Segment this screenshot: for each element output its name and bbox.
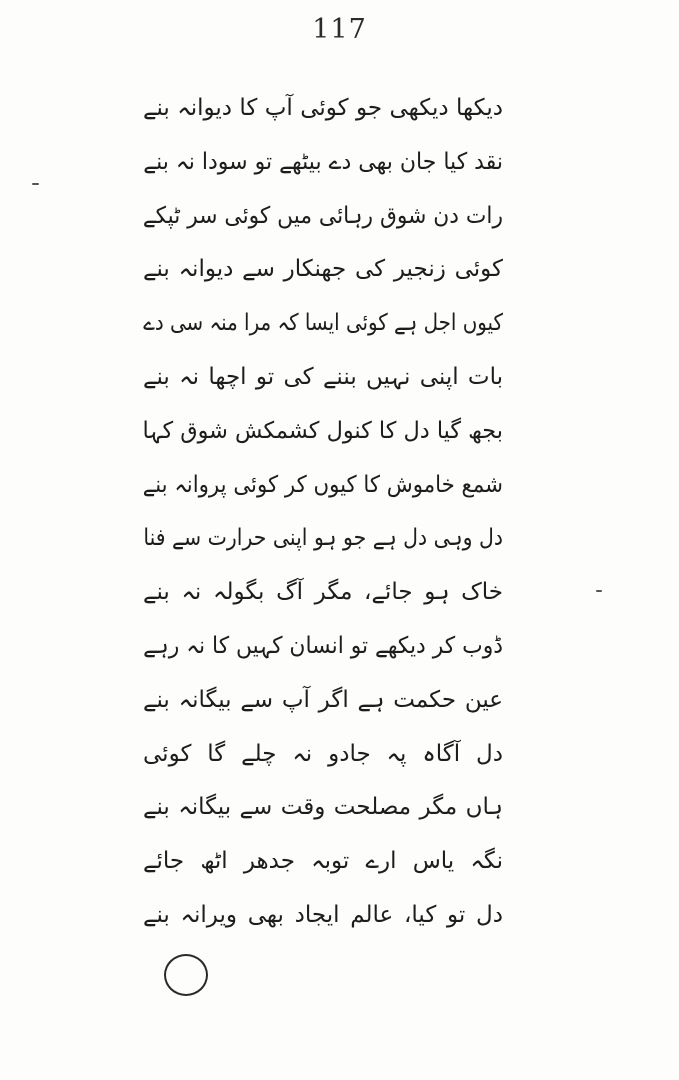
verse-line: ڈوب کر دیکھے تو انسان کہیں کا نہ رہے (143, 632, 503, 659)
poem-text (143, 82, 503, 943)
verse-line: دل آگاہ پہ جادو نہ چلے گا کوئی (143, 740, 503, 767)
verse-line: دیکھا دیکھی جو کوئی آپ کا دیوانہ بنے (143, 95, 503, 121)
verse-line: ہاں مگر مصلحت وقت سے بیگانہ بنے (143, 794, 503, 821)
ink-speck (596, 590, 602, 592)
verse-line: شمع خاموش کا کیوں کر کوئی پروانہ بنے (142, 471, 503, 498)
verse-line: بجھ گیا دل کا کنول کشمکش شوق کہا (142, 417, 503, 444)
verse-line: عین حکمت ہے اگر آپ سے بیگانہ بنے (143, 686, 503, 713)
ink-speck (32, 183, 39, 185)
end-circle-mark (164, 954, 208, 996)
verse-line: خاک ہو جائے، مگر آگ بگولہ نہ بنے (143, 579, 503, 606)
verse-line: بات اپنی نہیں بننے کی تو اچھا نہ بنے (143, 363, 503, 390)
verse-line: دل وہی دل ہے جو ہو اپنی حرارت سے فنا (143, 525, 503, 552)
verse-line: کوئی زنجیر کی جھنکار سے دیوانہ بنے (143, 256, 503, 283)
verse-line: دل تو کیا، عالم ایجاد بھی ویرانہ بنے (143, 901, 503, 928)
verse-line: کیوں اجل ہے کوئی ایسا کہ مرا منہ سی دے (143, 310, 504, 337)
verse-line: نقد کیا جان بھی دے بیٹھے تو سودا نہ بنے (143, 148, 504, 175)
verse-line: نگہ یاس ارے توبہ جدھر اٹھ جائے (143, 848, 503, 875)
verse-line: رات دن شوق رہائی میں کوئی سر ٹپکے (142, 202, 503, 229)
page-number: 117 (312, 14, 367, 45)
